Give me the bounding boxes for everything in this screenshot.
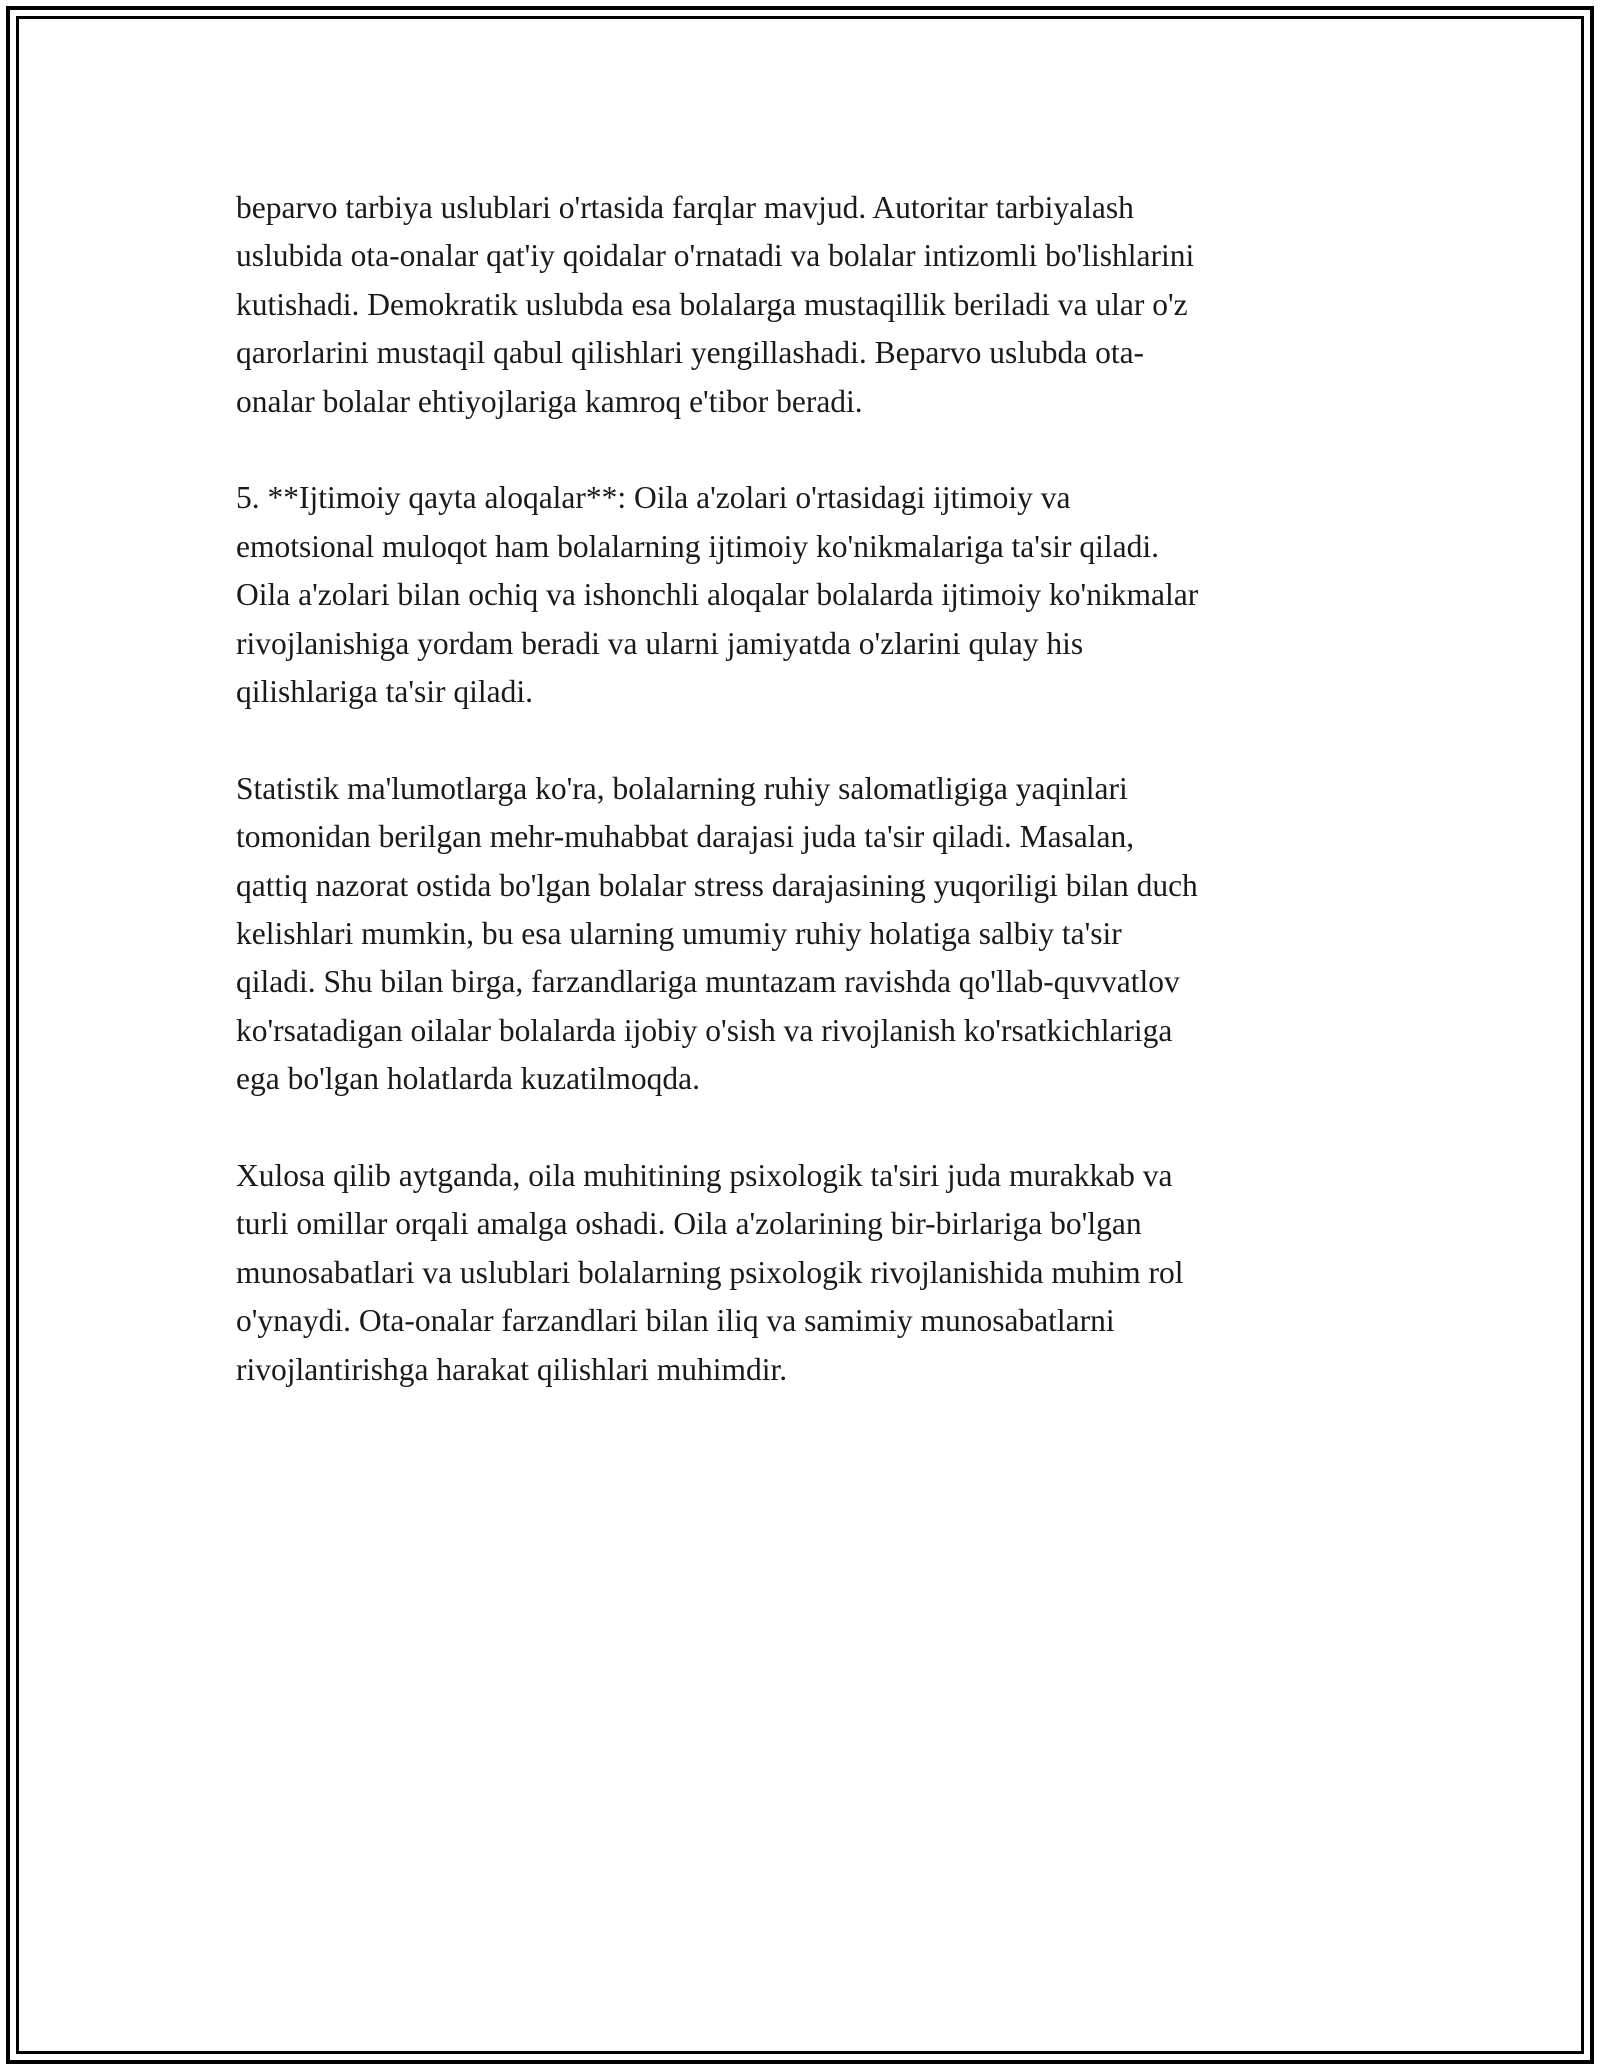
text-line: tomonidan berilgan mehr-muhabbat darajasi juda ta'sir qiladi. Masalan, <box>236 819 1135 855</box>
text-line: ega bo'lgan holatlarda kuzatilmoqda. <box>236 1061 701 1097</box>
text-line: kutishadi. Demokratik uslubda esa bolalarga mustaqillik beriladi va ular o'z <box>236 286 1188 322</box>
text-line: munosabatlari va uslublari bolalarning psixologik rivojlanishida muhim rol <box>236 1254 1184 1290</box>
text-line: turli omillar orqali amalga oshadi. Oila a'zolarining bir-birlariga bo'lgan <box>236 1206 1142 1242</box>
text-line: emotsional muloqot ham bolalarning ijtimoiy ko'nikmalariga ta'sir qiladi. <box>236 528 1159 564</box>
text-line: Oila a'zolari bilan ochiq va ishonchli aloqalar bolalarda ijtimoiy ko'nikmalar <box>236 577 1199 613</box>
text-line: o'ynaydi. Ota-onalar farzandlari bilan iliq va samimiy munosabatlarni <box>236 1303 1115 1339</box>
text-line: Statistik ma'lumotlarga ko'ra, bolalarning ruhiy salomatligiga yaqinlari <box>236 770 1128 806</box>
text-line: rivojlanishiga yordam beradi va ularni jamiyatda o'zlarini qulay his <box>236 625 1084 661</box>
text-line: kelishlari mumkin, bu esa ularning umumiy ruhiy holatiga salbiy ta'sir <box>236 916 1122 952</box>
text-line: qarorlarini mustaqil qabul qilishlari yengillashadi. Beparvo uslubda ota- <box>236 335 1145 371</box>
paragraph-parenting-styles <box>236 184 1366 426</box>
text-line: qattiq nazorat ostida bo'lgan bolalar stress darajasining yuqoriligi bilan duch <box>236 867 1198 903</box>
paragraph-conclusion <box>236 1152 1366 1394</box>
text-line: beparvo tarbiya uslublari o'rtasida farqlar mavjud. Autoritar tarbiyalash <box>236 190 1134 225</box>
text-line: uslubida ota-onalar qat'iy qoidalar o'rnatadi va bolalar intizomli bo'lishlarini <box>236 238 1195 274</box>
text-line: rivojlantirishga harakat qilishlari muhimdir. <box>236 1351 788 1387</box>
document-body <box>236 184 1366 1443</box>
text-line: qiladi. Shu bilan birga, farzandlariga muntazam ravishda qo'llab-quvvatlov <box>236 964 1180 1000</box>
text-line: onalar bolalar ehtiyojlariga kamroq e'tibor beradi. <box>236 383 863 419</box>
text-line: qilishlariga ta'sir qiladi. <box>236 674 533 710</box>
paragraph-social-feedback <box>236 474 1366 716</box>
text-line: ko'rsatadigan oilalar bolalarda ijobiy o'sish va rivojlanish ko'rsatkichlariga <box>236 1012 1173 1048</box>
text-line: Xulosa qilib aytganda, oila muhitining psixologik ta'siri juda murakkab va <box>236 1158 1173 1194</box>
paragraph-statistics <box>236 765 1366 1104</box>
text-line: 5. **Ijtimoiy qayta aloqalar**: Oila a'zolari o'rtasidagi ijtimoiy va <box>236 480 1071 516</box>
